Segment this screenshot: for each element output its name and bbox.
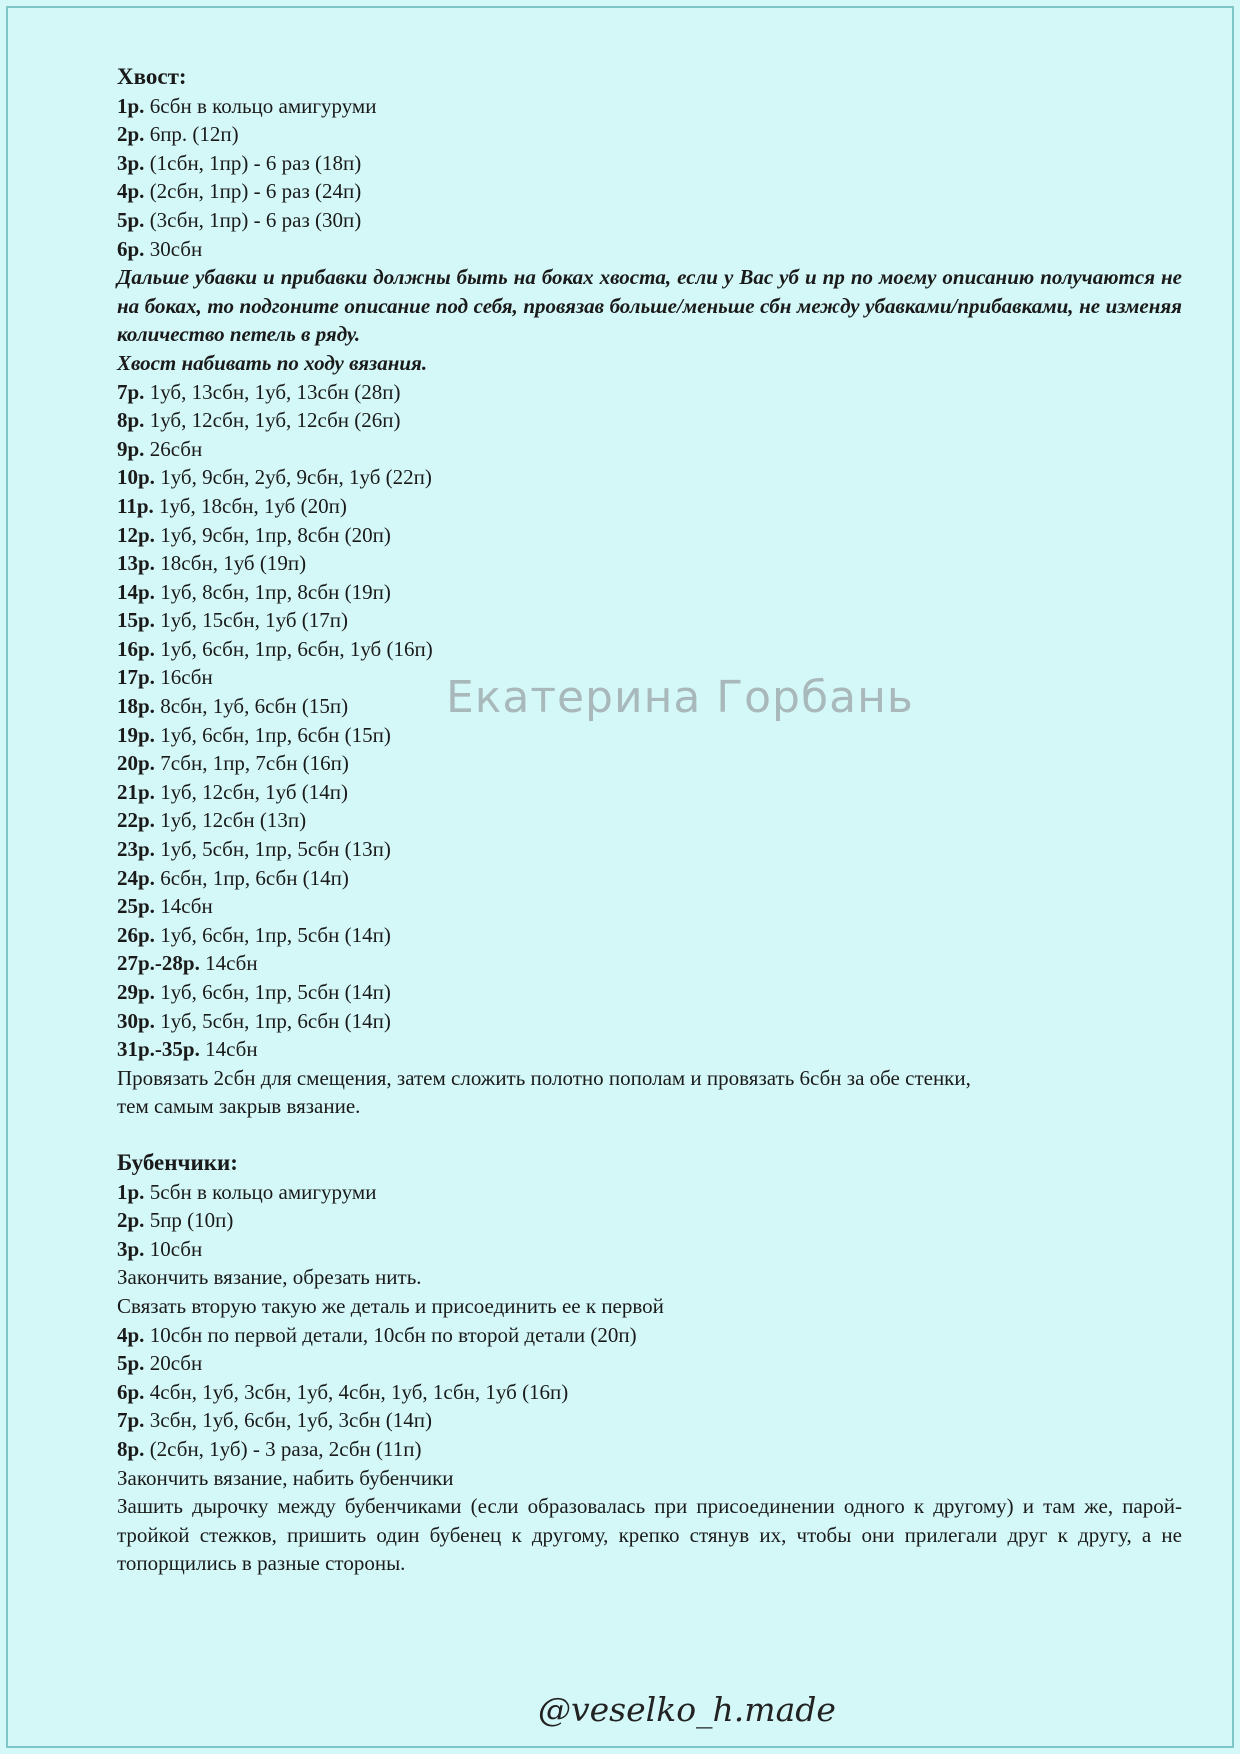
row-number: 4р. bbox=[117, 179, 145, 204]
row-number: 30р. bbox=[117, 1008, 155, 1033]
tail-rows-part-1 bbox=[117, 92, 1182, 264]
pattern-row bbox=[117, 206, 1182, 235]
row-number: 14р. bbox=[117, 579, 155, 604]
row-number: 11р. bbox=[117, 493, 154, 518]
row-number: 2р. bbox=[117, 122, 145, 147]
bells-rows-part-2 bbox=[117, 1321, 1182, 1464]
row-number: 26р. bbox=[117, 922, 155, 947]
row-number: 10р. bbox=[117, 465, 155, 490]
row-number: 15р. bbox=[117, 608, 155, 633]
row-number: 12р. bbox=[117, 522, 155, 547]
row-instruction: 1уб, 12сбн (13п) bbox=[154, 808, 307, 833]
row-instruction: 1уб, 5сбн, 1пр, 6сбн (14п) bbox=[154, 1008, 391, 1033]
section-gap bbox=[117, 1121, 1182, 1149]
row-number: 27р.-28р. bbox=[117, 951, 200, 976]
row-instruction: 1уб, 13сбн, 1уб, 13сбн (28п) bbox=[144, 379, 401, 404]
pattern-row bbox=[117, 578, 1182, 607]
row-number: 19р. bbox=[117, 722, 155, 747]
pattern-row bbox=[117, 1406, 1182, 1435]
pattern-row bbox=[117, 921, 1182, 950]
row-instruction: (3сбн, 1пр) - 6 раз (30п) bbox=[144, 207, 362, 232]
row-number: 6р. bbox=[117, 236, 145, 261]
row-instruction: 3сбн, 1уб, 6сбн, 1уб, 3сбн (14п) bbox=[144, 1408, 432, 1433]
row-number: 5р. bbox=[117, 1351, 145, 1376]
row-number: 23р. bbox=[117, 837, 155, 862]
row-number: 16р. bbox=[117, 636, 155, 661]
row-number: 21р. bbox=[117, 779, 155, 804]
row-instruction: 5сбн в кольцо амигуруми bbox=[144, 1179, 377, 1204]
tail-note: Дальше убавки и прибавки должны быть на боках хвоста, если у Вас уб и пр по моему описанию получаются не на боках, то подгоните описание под себя, провязав больше/меньше сбн между убавками/прибавками, не изменяя количество петель в ряду. bbox=[117, 265, 1182, 347]
row-instruction: 1уб, 15сбн, 1уб (17п) bbox=[154, 608, 348, 633]
bells-rows-part-1 bbox=[117, 1178, 1182, 1264]
row-instruction: 14сбн bbox=[154, 894, 213, 919]
row-instruction: 1уб, 12сбн, 1уб, 12сбн (26п) bbox=[144, 408, 401, 433]
pattern-row bbox=[117, 978, 1182, 1007]
pattern-row bbox=[117, 721, 1182, 750]
row-number: 17р. bbox=[117, 665, 155, 690]
pattern-row bbox=[117, 235, 1182, 264]
row-instruction: 1уб, 18сбн, 1уб (20п) bbox=[153, 493, 347, 518]
row-instruction: 10сбн bbox=[144, 1236, 203, 1261]
pattern-row bbox=[117, 864, 1182, 893]
pattern-row bbox=[117, 149, 1182, 178]
row-instruction: 26сбн bbox=[144, 436, 203, 461]
row-instruction: 1уб, 8сбн, 1пр, 8сбн (19п) bbox=[154, 579, 391, 604]
pattern-row bbox=[117, 492, 1182, 521]
pattern-row bbox=[117, 1349, 1182, 1378]
row-instruction: 4сбн, 1уб, 3сбн, 1уб, 4сбн, 1уб, 1сбн, 1уб (16п) bbox=[144, 1379, 569, 1404]
pattern-row bbox=[117, 1435, 1182, 1464]
pattern-row bbox=[117, 1178, 1182, 1207]
row-number: 8р. bbox=[117, 408, 145, 433]
row-instruction: 6пр. (12п) bbox=[144, 122, 239, 147]
row-instruction: 30сбн bbox=[144, 236, 203, 261]
signature-handle: @veselko_h.made bbox=[538, 1690, 836, 1729]
row-number: 5р. bbox=[117, 207, 145, 232]
row-number: 29р. bbox=[117, 980, 155, 1004]
row-number: 3р. bbox=[117, 150, 145, 175]
row-number: 13р. bbox=[117, 551, 155, 576]
row-number: 20р. bbox=[117, 751, 155, 776]
pattern-row bbox=[117, 120, 1182, 149]
row-instruction: 1уб, 5сбн, 1пр, 5сбн (13п) bbox=[154, 837, 391, 862]
row-number: 24р. bbox=[117, 865, 155, 890]
row-number: 8р. bbox=[117, 1436, 145, 1461]
row-instruction: 1уб, 12сбн, 1уб (14п) bbox=[154, 779, 348, 804]
row-number: 4р. bbox=[117, 1322, 145, 1347]
row-instruction: 1уб, 6сбн, 1пр, 5сбн (14п) bbox=[154, 980, 391, 1004]
pattern-row bbox=[117, 521, 1182, 550]
pattern-row bbox=[117, 549, 1182, 578]
pattern-row bbox=[117, 1206, 1182, 1235]
pattern-row bbox=[117, 378, 1182, 407]
row-instruction: 1уб, 9сбн, 1пр, 8сбн (20п) bbox=[154, 522, 391, 547]
author-watermark: Екатерина Горбань bbox=[446, 672, 914, 723]
row-number: 3р. bbox=[117, 1236, 145, 1261]
tail-stuffing-note: Хвост набивать по ходу вязания. bbox=[117, 350, 428, 375]
row-instruction: 14сбн bbox=[199, 951, 258, 976]
row-instruction: 16сбн bbox=[154, 665, 213, 690]
row-number: 31р.-35р. bbox=[117, 1037, 200, 1062]
row-instruction: 1уб, 9сбн, 2уб, 9сбн, 1уб (22п) bbox=[154, 465, 432, 490]
tail-closing-line-1: Провязать 2сбн для смещения, затем сложить полотно пополам и провязать 6сбн за обе стенки, bbox=[117, 1065, 971, 1090]
pattern-row bbox=[117, 92, 1182, 121]
row-instruction: (2сбн, 1пр) - 6 раз (24п) bbox=[144, 179, 362, 204]
tail-closing-line-2: тем самым закрыв вязание. bbox=[117, 1094, 361, 1119]
row-instruction: 6сбн, 1пр, 6сбн (14п) bbox=[154, 865, 349, 890]
row-instruction: 20сбн bbox=[144, 1351, 203, 1376]
bells-final-paragraph: Зашить дырочку между бубенчиками (если образовалась при присоединении одного к другому) и там же, парой-тройкой стежков, пришить один бубенец к другому, крепко стянув их, чтобы они прилегали друг к другу, а не топорщились в разные стороны. bbox=[117, 1494, 1182, 1576]
pattern-row bbox=[117, 892, 1182, 921]
pattern-row bbox=[117, 1321, 1182, 1350]
pattern-row bbox=[117, 177, 1182, 206]
row-instruction: 10сбн по первой детали, 10сбн по второй детали (20п) bbox=[144, 1322, 637, 1347]
row-number: 7р. bbox=[117, 1408, 145, 1433]
document-body bbox=[117, 63, 1182, 1578]
pattern-row bbox=[117, 406, 1182, 435]
row-instruction: 6сбн в кольцо амигуруми bbox=[144, 93, 377, 118]
pattern-row bbox=[117, 949, 1182, 978]
pattern-row bbox=[117, 635, 1182, 664]
row-instruction: (2сбн, 1уб) - 3 раза, 2сбн (11п) bbox=[144, 1436, 422, 1461]
pattern-row bbox=[117, 1378, 1182, 1407]
pattern-row bbox=[117, 1235, 1182, 1264]
row-instruction: 1уб, 6сбн, 1пр, 6сбн, 1уб (16п) bbox=[154, 636, 433, 661]
pattern-row bbox=[117, 749, 1182, 778]
row-number: 6р. bbox=[117, 1379, 145, 1404]
section-heading-bells: Бубенчики: bbox=[117, 1149, 238, 1175]
bells-text-2: Связать вторую такую же деталь и присоединить ее к первой bbox=[117, 1293, 664, 1318]
row-number: 7р. bbox=[117, 379, 145, 404]
row-number: 9р. bbox=[117, 436, 145, 461]
row-number: 18р. bbox=[117, 694, 155, 719]
pattern-row bbox=[117, 835, 1182, 864]
row-instruction: (1сбн, 1пр) - 6 раз (18п) bbox=[144, 150, 362, 175]
row-number: 25р. bbox=[117, 894, 155, 919]
pattern-row bbox=[117, 1007, 1182, 1036]
bells-text-3: Закончить вязание, набить бубенчики bbox=[117, 1465, 454, 1490]
row-instruction: 14сбн bbox=[199, 1037, 258, 1062]
pattern-row bbox=[117, 435, 1182, 464]
row-instruction: 1уб, 6сбн, 1пр, 6сбн (15п) bbox=[154, 722, 391, 747]
row-number: 1р. bbox=[117, 93, 145, 118]
row-instruction: 18сбн, 1уб (19п) bbox=[154, 551, 307, 576]
bells-text-1: Закончить вязание, обрезать нить. bbox=[117, 1265, 422, 1290]
pattern-row bbox=[117, 606, 1182, 635]
pattern-row bbox=[117, 1035, 1182, 1064]
pattern-row bbox=[117, 463, 1182, 492]
row-number: 2р. bbox=[117, 1208, 145, 1233]
row-instruction: 5пр (10п) bbox=[144, 1208, 234, 1233]
pattern-row bbox=[117, 778, 1182, 807]
pattern-row bbox=[117, 806, 1182, 835]
row-instruction: 7сбн, 1пр, 7сбн (16п) bbox=[154, 751, 349, 776]
row-number: 22р. bbox=[117, 808, 155, 833]
row-number: 1р. bbox=[117, 1179, 145, 1204]
row-instruction: 1уб, 6сбн, 1пр, 5сбн (14п) bbox=[154, 922, 391, 947]
section-heading-tail: Хвост: bbox=[117, 64, 187, 89]
row-instruction: 8сбн, 1уб, 6сбн (15п) bbox=[154, 694, 349, 719]
